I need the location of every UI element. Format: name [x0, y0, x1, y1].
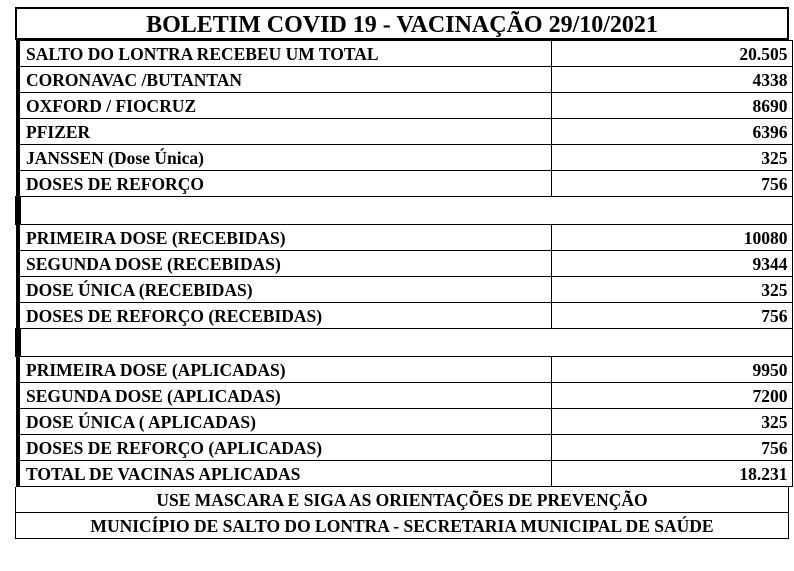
vaccination-bulletin	[15, 7, 789, 539]
row-value: 20.505	[551, 41, 792, 67]
row-label: PRIMEIRA DOSE (RECEBIDAS)	[18, 225, 551, 251]
row-label: OXFORD / FIOCRUZ	[18, 93, 551, 119]
table-row	[18, 383, 792, 409]
row-value: 7200	[551, 383, 792, 409]
table-row	[18, 67, 792, 93]
table-row	[18, 409, 792, 435]
row-value: 325	[551, 409, 792, 435]
spacer-row	[18, 197, 792, 225]
row-label: SALTO DO LONTRA RECEBEU UM TOTAL	[18, 41, 551, 67]
table-row	[18, 251, 792, 277]
table-row	[18, 225, 792, 251]
row-value: 325	[551, 277, 792, 303]
footer-municipality: MUNICÍPIO DE SALTO DO LONTRA - SECRETARIA MUNICIPAL DE SAÚDE	[15, 513, 789, 539]
row-value: 6396	[551, 119, 792, 145]
table-row	[18, 461, 792, 487]
row-label: DOSE ÚNICA (RECEBIDAS)	[18, 277, 551, 303]
row-value: 9344	[551, 251, 792, 277]
row-label: TOTAL DE VACINAS APLICADAS	[18, 461, 551, 487]
row-label: DOSES DE REFORÇO (RECEBIDAS)	[18, 303, 551, 329]
table-row	[18, 41, 792, 67]
table-row	[18, 357, 792, 383]
row-label: CORONAVAC /BUTANTAN	[18, 67, 551, 93]
table-row	[18, 93, 792, 119]
table-row	[18, 171, 792, 197]
row-value: 756	[551, 171, 792, 197]
row-value: 756	[551, 435, 792, 461]
table-body	[18, 41, 792, 487]
row-value: 756	[551, 303, 792, 329]
spacer-cell	[18, 197, 792, 225]
row-label: JANSSEN (Dose Única)	[18, 145, 551, 171]
vaccination-table	[15, 40, 793, 487]
table-row	[18, 277, 792, 303]
table-row	[18, 145, 792, 171]
row-value: 8690	[551, 93, 792, 119]
row-label: SEGUNDA DOSE (RECEBIDAS)	[18, 251, 551, 277]
table-row	[18, 119, 792, 145]
row-label: DOSES DE REFORÇO (APLICADAS)	[18, 435, 551, 461]
row-value: 18.231	[551, 461, 792, 487]
row-label: SEGUNDA DOSE (APLICADAS)	[18, 383, 551, 409]
row-value: 10080	[551, 225, 792, 251]
footer-warning: USE MASCARA E SIGA AS ORIENTAÇÕES DE PREVENÇÃO	[15, 487, 789, 513]
row-label: PRIMEIRA DOSE (APLICADAS)	[18, 357, 551, 383]
row-value: 4338	[551, 67, 792, 93]
spacer-cell	[18, 329, 792, 357]
table-row	[18, 435, 792, 461]
row-label: DOSES DE REFORÇO	[18, 171, 551, 197]
table-row	[18, 303, 792, 329]
row-label: PFIZER	[18, 119, 551, 145]
row-label: DOSE ÚNICA ( APLICADAS)	[18, 409, 551, 435]
row-value: 9950	[551, 357, 792, 383]
bulletin-title: BOLETIM COVID 19 - VACINAÇÃO 29/10/2021	[15, 7, 789, 40]
row-value: 325	[551, 145, 792, 171]
spacer-row	[18, 329, 792, 357]
